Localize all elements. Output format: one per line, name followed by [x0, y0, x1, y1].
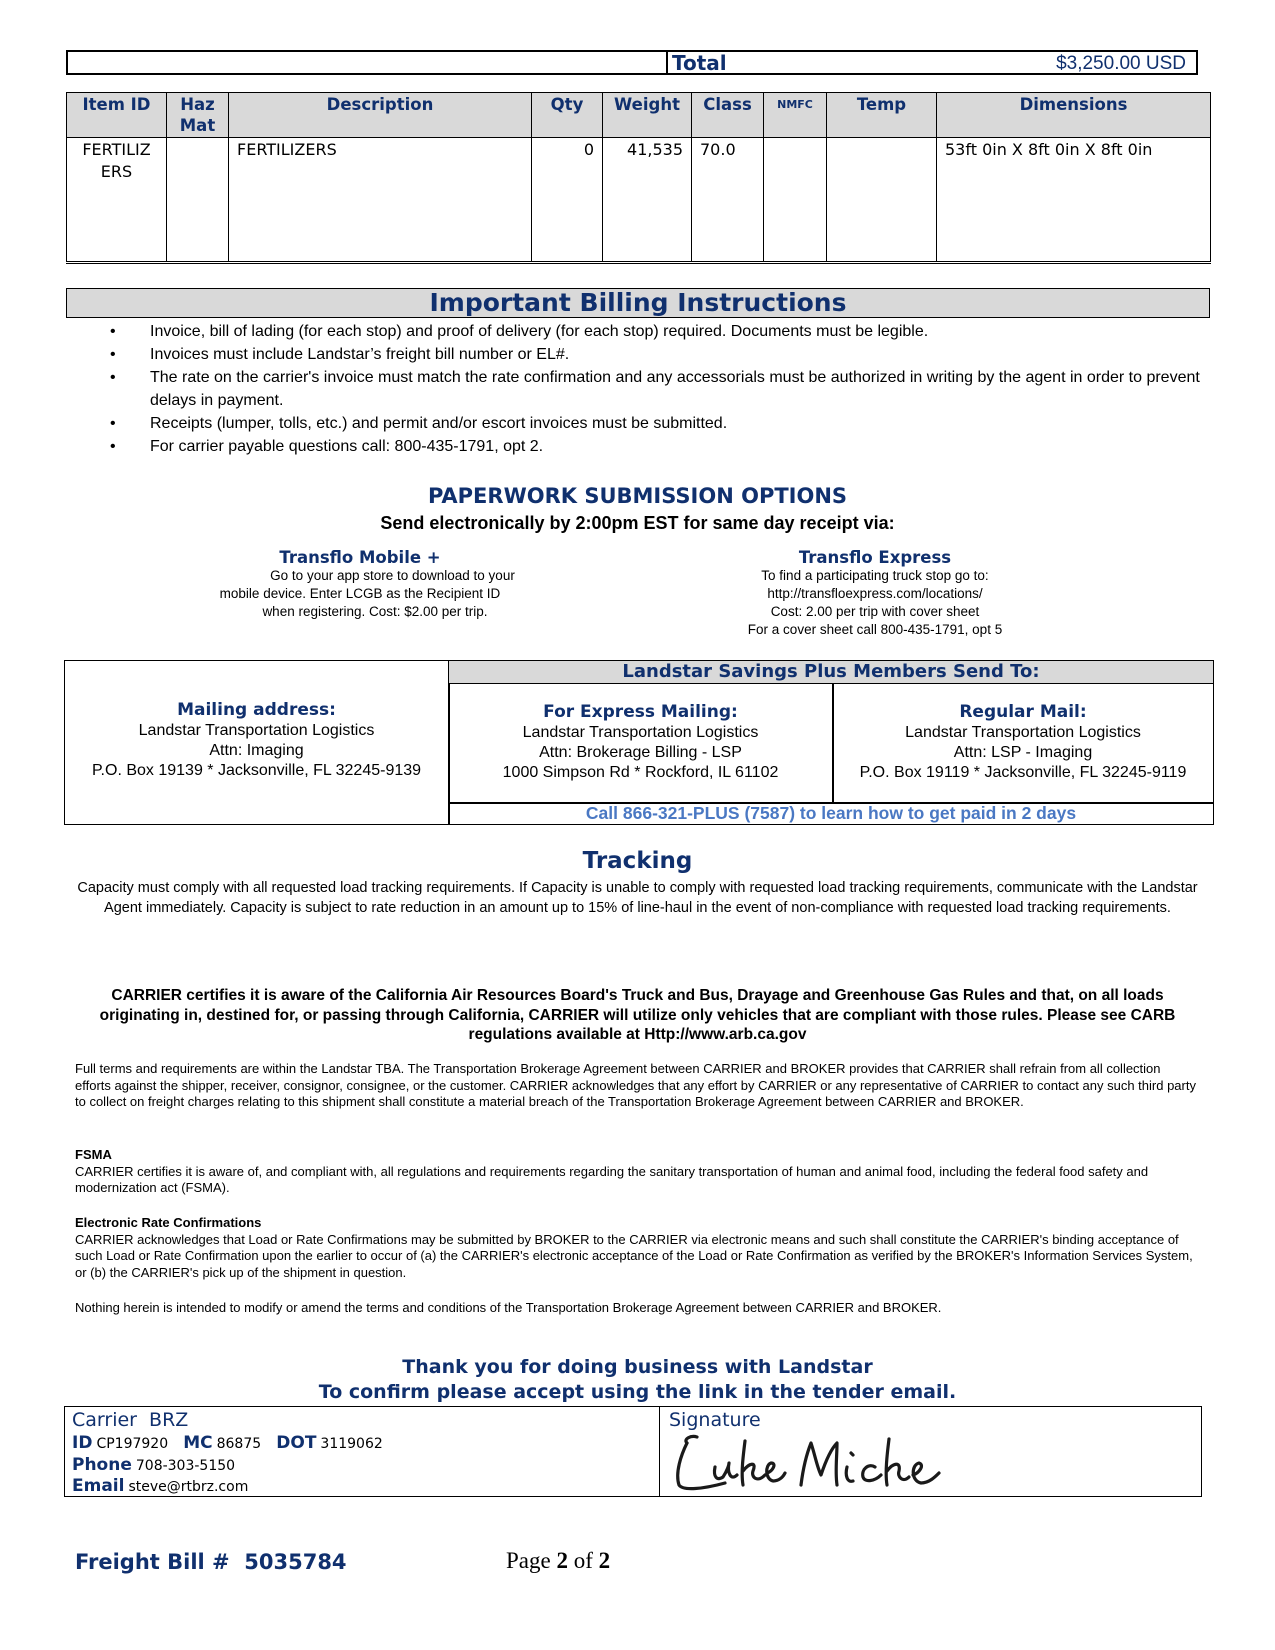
col-header-dimensions: Dimensions [937, 93, 1211, 138]
page-total: 2 [598, 1548, 611, 1573]
transflo-mobile-line1: Go to your app store to download to your [270, 568, 515, 583]
col-header-item-id: Item ID [67, 93, 167, 138]
transflo-mobile-line2: mobile device. Enter LCGB as the Recipient ID [219, 586, 501, 601]
signature-label: Signature [669, 1409, 761, 1431]
transflo-mobile-block [150, 548, 570, 621]
total-divider [666, 52, 668, 73]
col-header-qty: Qty [532, 93, 603, 138]
carrier-id: CP197920 [96, 1436, 169, 1452]
erc-text: CARRIER acknowledges that Load or Rate Confirmations may be submitted by BROKER to the CARRIER via electronic means and such shall constitute the CARRIER's binding acceptance of such Load or Rate Confirmation upon the earlier to occur of (a) the CARRIER's electronic acceptance of the Load or Rate Confirmation as verified by the BROKER's Information Services System, or (b) the CARRIER's pick up of the shipment in question. [75, 1231, 1193, 1280]
erc-section [75, 1215, 1200, 1281]
transflo-express-title: Transflo Express [798, 548, 952, 567]
transflo-mobile-title: Transflo Mobile + [279, 548, 441, 567]
thanks-line2: To confirm please accept using the link in the tender email. [318, 1381, 957, 1403]
thanks-block [0, 1355, 1275, 1405]
list-item: • The rate on the carrier's invoice must match the rate confirmation and any accessorials must be authorized in writing by the agent in order to prevent delays in payment. [110, 366, 1210, 412]
carb-statement: CARRIER certifies it is aware of the California Air Resources Board's Truck and Bus, Drayage and Greenhouse Gas Rules and that, on all loads originating in, destined for, or passing through California, CARRIER will utilize only vehicles that are compliant with those rules. Please see CARB regulations available at Http://www.arb.ca.gov [99, 987, 1176, 1043]
thanks-line1: Thank you for doing business with Landstar [402, 1356, 873, 1378]
carrier-email-row [72, 1476, 248, 1496]
page-number [506, 1548, 610, 1574]
col-header-temp: Temp [827, 93, 937, 138]
total-bar [66, 50, 1198, 75]
signature-image [669, 1431, 959, 1495]
billing-instructions-list [110, 320, 1210, 458]
express-mailing-line3: 1000 Simpson Rd * Rockford, IL 61102 [502, 764, 779, 781]
mailing-box [64, 660, 1214, 825]
express-mailing-line1: Landstar Transportation Logistics [522, 724, 759, 741]
transflo-express-line3: Cost: 2.00 per trip with cover sheet [770, 604, 980, 619]
col-header-class: Class [692, 93, 764, 138]
col-header-nmfc: NMFC [764, 93, 827, 138]
carrier-divider [659, 1407, 660, 1496]
carrier-ids-row [72, 1433, 383, 1453]
freight-bill-value: 5035784 [244, 1550, 347, 1574]
list-item: • Invoices must include Landstar’s freight bill number or EL#. [110, 343, 1210, 366]
list-item: • Invoice, bill of lading (for each stop) and proof of delivery (for each stop) required. Documents must be legible. [110, 320, 1210, 343]
cell-class: 70.0 [692, 138, 764, 263]
page-word: Page [506, 1548, 551, 1573]
total-label: Total [672, 51, 727, 75]
items-header-row [67, 93, 1211, 138]
mailing-address-line1: Landstar Transportation Logistics [138, 722, 375, 739]
erc-title: Electronic Rate Confirmations [75, 1215, 262, 1230]
savings-call-link[interactable]: Call 866-321-PLUS (7587) to learn how to get paid in 2 days [585, 803, 1077, 823]
express-mailing-block [449, 701, 832, 783]
paperwork-subtitle: Send electronically by 2:00pm EST for same day receipt via: [380, 513, 895, 533]
regular-mail-line3: P.O. Box 19119 * Jacksonville, FL 32245-9119 [859, 764, 1187, 781]
paperwork-title: PAPERWORK SUBMISSION OPTIONS [427, 484, 848, 508]
carrier-dot: 3119062 [320, 1436, 383, 1452]
regular-mail-title: Regular Mail: [959, 702, 1087, 722]
page-of: of [573, 1548, 593, 1573]
carrier-name-row [72, 1409, 188, 1431]
carrier-box [64, 1406, 1202, 1497]
transflo-express-line4: For a cover sheet call 800-435-1791, opt 5 [747, 622, 1003, 637]
cell-description: FERTILIZERS [229, 138, 532, 263]
tracking-title: Tracking [582, 848, 693, 874]
cell-haz-mat [167, 138, 229, 263]
carrier-phone-row [72, 1455, 235, 1475]
total-amount: $3,250.00 USD [1056, 53, 1186, 74]
page-current: 2 [556, 1548, 568, 1573]
freight-bill-number [75, 1550, 347, 1574]
freight-bill-label: Freight Bill # [75, 1550, 230, 1574]
nothing-herein-paragraph: Nothing herein is intended to modify or amend the terms and conditions of the Transportation Brokerage Agreement between CARRIER and BROKER. [75, 1300, 942, 1315]
cell-temp [827, 138, 937, 263]
carrier-id-label: ID [72, 1433, 93, 1453]
express-mailing-title: For Express Mailing: [543, 702, 738, 722]
carrier-mc: 86875 [216, 1436, 262, 1452]
mailing-address-title: Mailing address: [177, 700, 336, 720]
items-table [66, 92, 1211, 264]
cell-weight: 41,535 [603, 138, 692, 263]
col-header-description: Description [229, 93, 532, 138]
carrier-label: Carrier [72, 1409, 137, 1431]
carrier-mc-label: MC [183, 1433, 213, 1453]
fsma-title: FSMA [75, 1147, 112, 1162]
savings-plus-header: Landstar Savings Plus Members Send To: [449, 661, 1213, 683]
mailing-address-line2: Attn: Imaging [209, 742, 304, 759]
transflo-mobile-line3: when registering. Cost: $2.00 per trip. [262, 604, 488, 619]
mailing-address-line3: P.O. Box 19139 * Jacksonville, FL 32245-9139 [91, 762, 422, 779]
carrier-email-label: Email [72, 1476, 125, 1496]
regular-mail-line1: Landstar Transportation Logistics [905, 724, 1141, 741]
regular-mail-block [833, 701, 1213, 783]
list-item: • Receipts (lumper, tolls, etc.) and permit and/or escort invoices must be submitted. [110, 412, 1210, 435]
transflo-express-block [680, 548, 1070, 639]
carrier-phone: 708-303-5150 [135, 1458, 236, 1474]
regular-mail-line2: Attn: LSP - Imaging [953, 744, 1093, 761]
col-header-weight: Weight [603, 93, 692, 138]
col-header-haz-mat: Haz Mat [167, 93, 229, 138]
carrier-name: BRZ [149, 1409, 189, 1431]
table-row [67, 138, 1211, 263]
carrier-dot-label: DOT [276, 1433, 317, 1453]
terms-paragraph: Full terms and requirements are within the Landstar TBA. The Transportation Brokerage Agreement between CARRIER and BROKER provides that CARRIER shall refrain from all collection efforts against the shipper, receiver, consignor, consignee, or the customer. CARRIER acknowledges that any effort by CARRIER or any representative of CARRIER to contact any such third party to collect on freight charges relating to this shipment shall constitute a material breach of the Transportation Brokerage Agreement between CARRIER and BROKER. [75, 1061, 1196, 1109]
transflo-express-url[interactable]: http://transfloexpress.com/locations/ [767, 586, 983, 601]
tracking-text: Capacity must comply with all requested load tracking requirements. If Capacity is unable to comply with requested load tracking requirements, communicate with the Landstar Agent immediately. Capacity is subject to rate reduction in an amount up to 15% of line-haul in the event of non-compliance with requested load tracking requirements. [77, 880, 1198, 916]
cell-nmfc [764, 138, 827, 263]
cell-qty: 0 [532, 138, 603, 263]
list-item: • For carrier payable questions call: 800-435-1791, opt 2. [110, 435, 1210, 458]
carrier-email[interactable]: steve@rtbrz.com [128, 1479, 249, 1495]
carrier-phone-label: Phone [72, 1455, 132, 1475]
mailing-address-block [65, 699, 448, 781]
fsma-section [75, 1147, 1200, 1197]
cell-item-id: FERTILIZERS [67, 138, 167, 263]
fsma-text: CARRIER certifies it is aware of, and compliant with, all regulations and requirements regarding the sanitary transportation of human and animal food, including the federal food safety and modernization act (FSMA). [75, 1163, 1149, 1195]
billing-instructions-title: Important Billing Instructions [66, 288, 1210, 318]
transflo-express-line1: To find a participating truck stop go to: [761, 568, 989, 583]
express-mailing-line2: Attn: Brokerage Billing - LSP [539, 744, 742, 761]
cell-dimensions: 53ft 0in X 8ft 0in X 8ft 0in [937, 138, 1211, 263]
